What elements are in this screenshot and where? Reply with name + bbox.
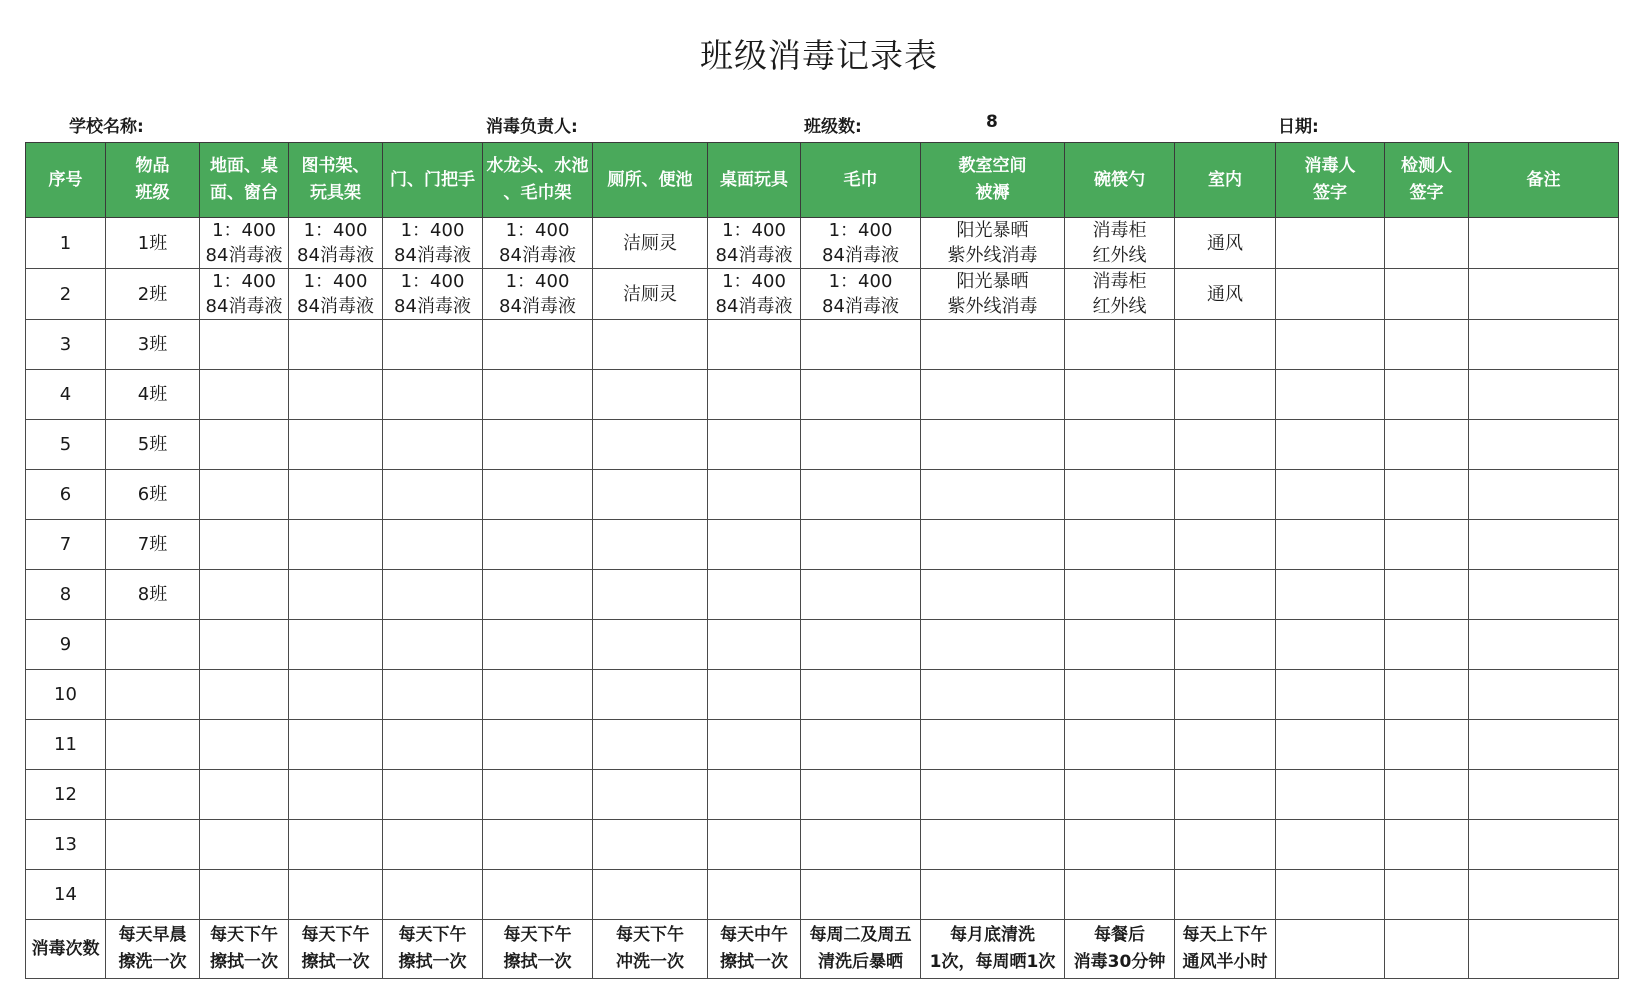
table-cell (483, 870, 593, 920)
table-cell (1065, 520, 1175, 570)
table-cell (1385, 770, 1469, 820)
table-cell (921, 520, 1065, 570)
header-toilet: 厕所、便池 (593, 143, 708, 218)
table-cell (289, 470, 383, 520)
class-name-cell: 6班 (106, 470, 200, 520)
table-cell (1385, 820, 1469, 870)
table-cell (1385, 870, 1469, 920)
table-cell (1385, 670, 1469, 720)
table-cell (1065, 420, 1175, 470)
table-row (26, 620, 1619, 670)
frequency-cell: 每天下午 冲洗一次 (593, 920, 708, 979)
table-row (26, 320, 1619, 370)
table-cell (708, 670, 801, 720)
header-tableware: 碗筷勺 (1065, 143, 1175, 218)
table-cell (708, 370, 801, 420)
table-cell (1469, 570, 1619, 620)
table-cell (708, 820, 801, 870)
frequency-cell: 每餐后 消毒30分钟 (1065, 920, 1175, 979)
table-cell: 1：400 84消毒液 (200, 269, 289, 320)
disinfection-owner-label: 消毒负责人: (486, 117, 578, 137)
class-name-cell (106, 670, 200, 720)
table-cell (708, 520, 801, 570)
table-cell (483, 670, 593, 720)
table-cell (1469, 320, 1619, 370)
table-cell (1065, 470, 1175, 520)
table-cell (200, 870, 289, 920)
table-cell (483, 770, 593, 820)
table-cell (1065, 370, 1175, 420)
table-cell (921, 870, 1065, 920)
table-cell (708, 870, 801, 920)
table-cell (593, 820, 708, 870)
frequency-label-cell: 消毒次数 (26, 920, 106, 979)
date-label: 日期: (1278, 117, 1319, 137)
table-cell: 消毒柜 红外线 (1065, 218, 1175, 269)
table-cell: 消毒柜 红外线 (1065, 269, 1175, 320)
row-index-cell: 14 (26, 870, 106, 920)
table-cell (921, 720, 1065, 770)
table-cell (1469, 720, 1619, 770)
table-row (26, 420, 1619, 470)
table-cell: 1：400 84消毒液 (289, 218, 383, 269)
table-cell (483, 320, 593, 370)
table-cell (1065, 670, 1175, 720)
header-classroom-bedding: 教室空间 被褥 (921, 143, 1065, 218)
table-cell (483, 620, 593, 670)
table-cell (383, 870, 483, 920)
class-count-value: 8 (986, 112, 998, 132)
class-name-cell (106, 620, 200, 670)
table-cell (708, 770, 801, 820)
frequency-cell: 每天下午 擦拭一次 (483, 920, 593, 979)
class-name-cell: 3班 (106, 320, 200, 370)
table-cell: 阳光暴晒 紫外线消毒 (921, 269, 1065, 320)
table-cell (383, 570, 483, 620)
class-name-cell (106, 820, 200, 870)
table-cell (801, 670, 921, 720)
frequency-cell: 每天下午 擦拭一次 (289, 920, 383, 979)
table-cell (1175, 520, 1276, 570)
table-body (26, 218, 1619, 979)
frequency-cell: 每天上下午 通风半小时 (1175, 920, 1276, 979)
table-cell (383, 720, 483, 770)
table-cell (801, 570, 921, 620)
row-index-cell: 11 (26, 720, 106, 770)
frequency-cell (1276, 920, 1385, 979)
table-cell (483, 520, 593, 570)
table-cell (289, 420, 383, 470)
table-cell (200, 320, 289, 370)
header-door-handle: 门、门把手 (383, 143, 483, 218)
row-index-cell: 5 (26, 420, 106, 470)
row-index-cell: 8 (26, 570, 106, 620)
table-cell (1385, 520, 1469, 570)
class-name-cell: 4班 (106, 370, 200, 420)
table-row (26, 570, 1619, 620)
table-cell (1175, 720, 1276, 770)
row-index-cell: 3 (26, 320, 106, 370)
table-cell (593, 520, 708, 570)
table-cell (921, 620, 1065, 670)
table-cell (200, 470, 289, 520)
table-cell (289, 370, 383, 420)
table-cell (1385, 620, 1469, 670)
table-cell: 阳光暴晒 紫外线消毒 (921, 218, 1065, 269)
table-cell (801, 420, 921, 470)
table-cell: 1：400 84消毒液 (483, 218, 593, 269)
header-desk-toys: 桌面玩具 (708, 143, 801, 218)
table-cell (593, 620, 708, 670)
class-name-cell (106, 870, 200, 920)
table-row (26, 269, 1619, 320)
header-faucet-sink-towelrack: 水龙头、水池 、毛巾架 (483, 143, 593, 218)
table-cell (1065, 720, 1175, 770)
table-cell (1385, 570, 1469, 620)
table-cell (1469, 269, 1619, 320)
row-index-cell: 7 (26, 520, 106, 570)
table-cell (289, 670, 383, 720)
table-cell (1276, 218, 1385, 269)
table-cell (383, 420, 483, 470)
header-index: 序号 (26, 143, 106, 218)
table-cell (483, 720, 593, 770)
class-name-cell (106, 720, 200, 770)
header-inspector-signature: 检测人 签字 (1385, 143, 1469, 218)
table-cell (1385, 420, 1469, 470)
table-cell (1065, 620, 1175, 670)
table-cell (921, 470, 1065, 520)
table-cell (1469, 870, 1619, 920)
table-cell (1065, 320, 1175, 370)
table-cell (801, 870, 921, 920)
table-cell (289, 570, 383, 620)
table-cell (1276, 269, 1385, 320)
table-cell (383, 370, 483, 420)
class-name-cell: 8班 (106, 570, 200, 620)
table-cell (200, 820, 289, 870)
table-cell (1385, 320, 1469, 370)
table-cell (921, 670, 1065, 720)
frequency-cell: 每天下午 擦拭一次 (383, 920, 483, 979)
table-row (26, 870, 1619, 920)
table-cell (1065, 870, 1175, 920)
table-cell (1276, 770, 1385, 820)
table-cell (921, 320, 1065, 370)
table-row (26, 770, 1619, 820)
table-cell (593, 470, 708, 520)
table-cell (801, 770, 921, 820)
table-cell: 1：400 84消毒液 (801, 218, 921, 269)
table-cell: 1：400 84消毒液 (708, 218, 801, 269)
page-title: 班级消毒记录表 (700, 36, 938, 75)
table-cell (483, 470, 593, 520)
header-remarks: 备注 (1469, 143, 1619, 218)
table-cell (1385, 470, 1469, 520)
table-cell (1175, 470, 1276, 520)
table-cell (708, 320, 801, 370)
table-cell (289, 770, 383, 820)
table-cell: 通风 (1175, 269, 1276, 320)
table-cell (483, 370, 593, 420)
table-cell (200, 570, 289, 620)
table-cell (801, 820, 921, 870)
table-cell (1276, 320, 1385, 370)
table-cell (1276, 720, 1385, 770)
row-index-cell: 4 (26, 370, 106, 420)
table-cell (1276, 370, 1385, 420)
school-name-label: 学校名称: (69, 117, 144, 137)
table-cell (1175, 620, 1276, 670)
row-index-cell: 10 (26, 670, 106, 720)
table-cell (1276, 470, 1385, 520)
table-cell (200, 420, 289, 470)
table-cell (383, 470, 483, 520)
header-indoor: 室内 (1175, 143, 1276, 218)
table-cell (1385, 720, 1469, 770)
table-cell (1276, 670, 1385, 720)
table-cell (1175, 370, 1276, 420)
table-cell (1276, 620, 1385, 670)
table-row (26, 820, 1619, 870)
table-cell (1276, 520, 1385, 570)
table-cell (921, 820, 1065, 870)
table-cell (708, 420, 801, 470)
row-index-cell: 6 (26, 470, 106, 520)
table-cell (289, 820, 383, 870)
header-bookshelf-toyshelf: 图书架、 玩具架 (289, 143, 383, 218)
header-item-class: 物品 班级 (106, 143, 200, 218)
row-index-cell: 1 (26, 218, 106, 269)
table-cell (200, 520, 289, 570)
table-cell (921, 420, 1065, 470)
header-floor-desk-window: 地面、桌 面、窗台 (200, 143, 289, 218)
table-cell (1065, 770, 1175, 820)
table-cell: 1：400 84消毒液 (289, 269, 383, 320)
frequency-cell: 每天早晨 擦洗一次 (106, 920, 200, 979)
frequency-cell: 每天中午 擦拭一次 (708, 920, 801, 979)
table-cell (1385, 218, 1469, 269)
table-cell (593, 870, 708, 920)
table-cell (383, 670, 483, 720)
table-cell (593, 320, 708, 370)
table-cell (1469, 370, 1619, 420)
table-cell (1276, 820, 1385, 870)
table-cell (593, 420, 708, 470)
frequency-cell: 每周二及周五 清洗后暴晒 (801, 920, 921, 979)
table-cell (1469, 520, 1619, 570)
table-cell (708, 570, 801, 620)
table-cell (1175, 570, 1276, 620)
table-cell (383, 620, 483, 670)
header-towel: 毛巾 (801, 143, 921, 218)
class-name-cell: 2班 (106, 269, 200, 320)
frequency-cell: 每天下午 擦拭一次 (200, 920, 289, 979)
table-cell (593, 720, 708, 770)
table-cell (289, 720, 383, 770)
table-cell (1175, 820, 1276, 870)
table-cell (921, 370, 1065, 420)
table-cell (1469, 218, 1619, 269)
table-cell (593, 570, 708, 620)
table-cell (1065, 570, 1175, 620)
table-header-row (26, 143, 1619, 218)
table-cell: 洁厕灵 (593, 269, 708, 320)
table-cell (1065, 820, 1175, 870)
table-cell (1175, 870, 1276, 920)
table-cell (708, 720, 801, 770)
table-cell: 1：400 84消毒液 (708, 269, 801, 320)
table-cell (289, 620, 383, 670)
table-cell (1469, 470, 1619, 520)
table-cell (1175, 670, 1276, 720)
table-cell (801, 720, 921, 770)
disinfection-frequency-row (26, 920, 1619, 979)
table-cell (921, 770, 1065, 820)
table-cell (801, 470, 921, 520)
table-cell: 1：400 84消毒液 (801, 269, 921, 320)
frequency-cell: 每月底清洗 1次，每周晒1次 (921, 920, 1065, 979)
table-cell (801, 370, 921, 420)
table-cell (1469, 770, 1619, 820)
table-cell (1385, 370, 1469, 420)
table-row (26, 470, 1619, 520)
table-cell (289, 320, 383, 370)
table-cell: 通风 (1175, 218, 1276, 269)
table-cell (1175, 420, 1276, 470)
table-row (26, 520, 1619, 570)
row-index-cell: 9 (26, 620, 106, 670)
table-cell (1175, 320, 1276, 370)
table-cell (1469, 820, 1619, 870)
class-name-cell (106, 770, 200, 820)
header-disinfector-signature: 消毒人 签字 (1276, 143, 1385, 218)
table-cell (1469, 420, 1619, 470)
table-row (26, 670, 1619, 720)
row-index-cell: 13 (26, 820, 106, 870)
table-cell (1469, 620, 1619, 670)
table-cell (483, 570, 593, 620)
table-cell (200, 670, 289, 720)
table-row (26, 218, 1619, 269)
table-cell: 1：400 84消毒液 (383, 269, 483, 320)
table-cell (483, 820, 593, 870)
class-name-cell: 5班 (106, 420, 200, 470)
table-cell (708, 470, 801, 520)
table-cell (593, 770, 708, 820)
table-cell (200, 620, 289, 670)
table-cell (1469, 670, 1619, 720)
table-cell (383, 320, 483, 370)
table-cell (801, 620, 921, 670)
table-cell (483, 420, 593, 470)
table-cell (200, 720, 289, 770)
table-row (26, 720, 1619, 770)
table-cell (383, 770, 483, 820)
table-cell (1276, 420, 1385, 470)
table-cell (383, 520, 483, 570)
table-row (26, 370, 1619, 420)
table-cell (200, 770, 289, 820)
frequency-cell (1469, 920, 1619, 979)
table-cell: 1：400 84消毒液 (483, 269, 593, 320)
table-cell (593, 670, 708, 720)
table-cell (801, 520, 921, 570)
class-name-cell: 7班 (106, 520, 200, 570)
frequency-cell (1385, 920, 1469, 979)
table-cell: 洁厕灵 (593, 218, 708, 269)
row-index-cell: 12 (26, 770, 106, 820)
table-cell (383, 820, 483, 870)
table-cell: 1：400 84消毒液 (383, 218, 483, 269)
table-cell (593, 370, 708, 420)
table-cell (289, 520, 383, 570)
row-index-cell: 2 (26, 269, 106, 320)
disinfection-record-table (25, 142, 1619, 979)
class-count-label: 班级数: (804, 117, 862, 137)
class-name-cell: 1班 (106, 218, 200, 269)
table-cell (708, 620, 801, 670)
table-cell (921, 570, 1065, 620)
table-cell (1385, 269, 1469, 320)
table-cell (289, 870, 383, 920)
table-cell (200, 370, 289, 420)
table-cell (801, 320, 921, 370)
table-cell (1175, 770, 1276, 820)
table-cell (1276, 570, 1385, 620)
table-cell (1276, 870, 1385, 920)
table-cell: 1：400 84消毒液 (200, 218, 289, 269)
